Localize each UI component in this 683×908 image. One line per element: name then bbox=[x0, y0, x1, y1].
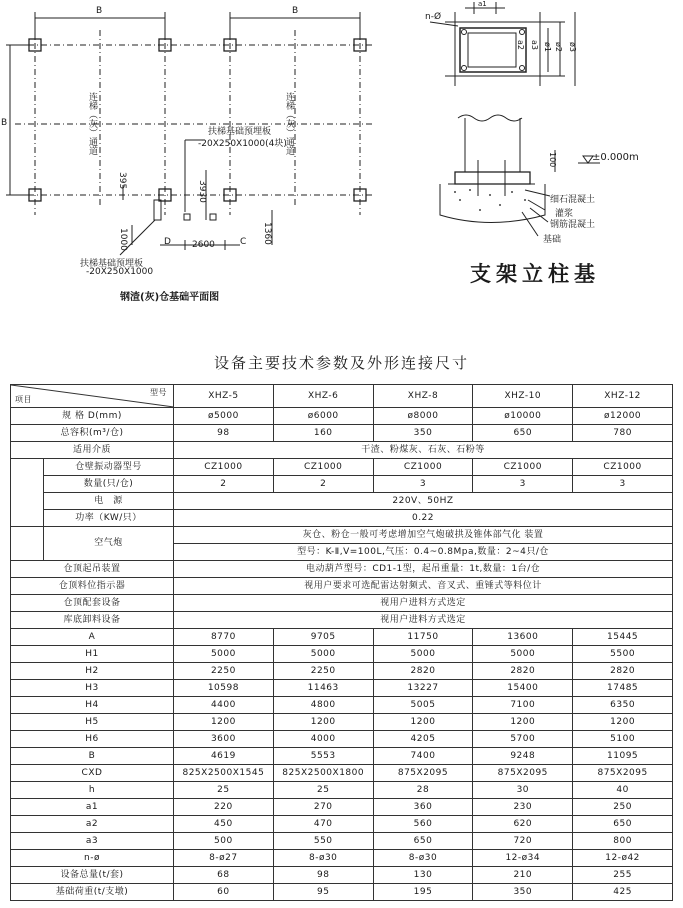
value-cell: 450 bbox=[174, 816, 274, 833]
row-label: 空气炮 bbox=[44, 527, 174, 561]
value-cell: 11750 bbox=[373, 629, 473, 646]
value-cell: 3 bbox=[573, 476, 673, 493]
value-cell: 470 bbox=[273, 816, 373, 833]
span-cell: 视用户进料方式选定 bbox=[174, 595, 673, 612]
table-row bbox=[11, 510, 673, 527]
span-cell: 0.22 bbox=[174, 510, 673, 527]
group-cell bbox=[11, 459, 44, 527]
value-cell: 5000 bbox=[273, 646, 373, 663]
value-cell: 2820 bbox=[473, 663, 573, 680]
table-row bbox=[11, 884, 673, 901]
value-cell: 4800 bbox=[273, 697, 373, 714]
row-label: B bbox=[11, 748, 174, 765]
value-cell: 270 bbox=[273, 799, 373, 816]
value-cell: 650 bbox=[473, 425, 573, 442]
dim-label: 3930 bbox=[197, 180, 207, 203]
header-model-label: 型号 bbox=[150, 388, 167, 397]
header-item-label: 项目 bbox=[15, 395, 32, 404]
value-cell: 60 bbox=[174, 884, 274, 901]
table-row bbox=[11, 799, 673, 816]
table-row bbox=[11, 595, 673, 612]
material-label: 基础 bbox=[543, 235, 562, 245]
value-cell: 98 bbox=[174, 425, 274, 442]
ladder-plate-label: 扶梯基础预埋板 bbox=[80, 259, 144, 269]
value-cell: 68 bbox=[174, 867, 274, 884]
row-label: 基础荷重(t/支墩) bbox=[11, 884, 174, 901]
value-cell: ø6000 bbox=[273, 408, 373, 425]
table-row bbox=[11, 527, 673, 544]
row-label: 库底卸料设备 bbox=[11, 612, 174, 629]
value-cell: 4400 bbox=[174, 697, 274, 714]
value-cell: 4205 bbox=[373, 731, 473, 748]
value-cell: 2250 bbox=[174, 663, 274, 680]
span-cell: 型号：K-Ⅱ,V=100L,气压：0.4~0.8Mpa,数量：2~4只/仓 bbox=[174, 544, 673, 561]
row-label: a1 bbox=[11, 799, 174, 816]
value-cell: 40 bbox=[573, 782, 673, 799]
row-label: n-ø bbox=[11, 850, 174, 867]
value-cell: 11463 bbox=[273, 680, 373, 697]
dim-d2: ø2 bbox=[554, 42, 563, 52]
value-cell: 5553 bbox=[273, 748, 373, 765]
value-cell: 800 bbox=[573, 833, 673, 850]
value-cell: 6350 bbox=[573, 697, 673, 714]
value-cell: 875X2095 bbox=[573, 765, 673, 782]
value-cell: 9248 bbox=[473, 748, 573, 765]
table-row bbox=[11, 493, 673, 510]
table-row bbox=[11, 425, 673, 442]
value-cell: 3 bbox=[473, 476, 573, 493]
value-cell: 7100 bbox=[473, 697, 573, 714]
row-label: H6 bbox=[11, 731, 174, 748]
value-cell: 425 bbox=[573, 884, 673, 901]
dim-d3: ø3 bbox=[568, 42, 577, 52]
value-cell: 5100 bbox=[573, 731, 673, 748]
material-label: 钢筋混凝土 bbox=[550, 220, 596, 230]
value-cell: 350 bbox=[473, 884, 573, 901]
value-cell: CZ1000 bbox=[573, 459, 673, 476]
value-cell: 12-ø34 bbox=[473, 850, 573, 867]
row-label: H4 bbox=[11, 697, 174, 714]
value-cell: ø8000 bbox=[373, 408, 473, 425]
foundation-plan-drawing bbox=[0, 0, 683, 300]
row-label: H2 bbox=[11, 663, 174, 680]
table-row bbox=[11, 646, 673, 663]
table-row bbox=[11, 714, 673, 731]
group-cell bbox=[11, 527, 44, 561]
ladder-plate-dim: -20X250X1000 bbox=[86, 267, 154, 277]
row-label: a2 bbox=[11, 816, 174, 833]
row-label: 规 格 D(mm) bbox=[11, 408, 174, 425]
value-cell: 500 bbox=[174, 833, 274, 850]
table-row bbox=[11, 408, 673, 425]
row-label: a3 bbox=[11, 833, 174, 850]
row-label: 总容积(m³/仓) bbox=[11, 425, 174, 442]
value-cell: 720 bbox=[473, 833, 573, 850]
value-cell: 825X2500X1800 bbox=[273, 765, 373, 782]
value-cell: 1200 bbox=[373, 714, 473, 731]
passage-label: 连梯（灰）通道 bbox=[284, 92, 294, 155]
model-header: XHZ-5 bbox=[174, 385, 274, 408]
span-cell: 220V、50HZ bbox=[174, 493, 673, 510]
row-label: 仓壁振动器型号 bbox=[44, 459, 174, 476]
row-label: 设备总量(t/套) bbox=[11, 867, 174, 884]
value-cell: 8-ø30 bbox=[373, 850, 473, 867]
table-row bbox=[11, 629, 673, 646]
row-label: 仓顶起吊装置 bbox=[11, 561, 174, 578]
value-cell: 2 bbox=[273, 476, 373, 493]
ladder-plate-dim: -20X250X1000(4块) bbox=[198, 139, 287, 149]
model-header: XHZ-10 bbox=[473, 385, 573, 408]
value-cell: 1200 bbox=[573, 714, 673, 731]
dim-a3: a3 bbox=[530, 40, 539, 50]
material-label: 细石混凝土 bbox=[550, 195, 596, 205]
value-cell: 5000 bbox=[473, 646, 573, 663]
table-row bbox=[11, 867, 673, 884]
dim-a1: a1 bbox=[478, 0, 487, 8]
row-label: H1 bbox=[11, 646, 174, 663]
value-cell: 15400 bbox=[473, 680, 573, 697]
value-cell: 9705 bbox=[273, 629, 373, 646]
value-cell: 7400 bbox=[373, 748, 473, 765]
header-diagonal-cell bbox=[11, 385, 174, 408]
table-row bbox=[11, 680, 673, 697]
plan-caption: 钢渣(灰)仓基础平面图 bbox=[120, 292, 220, 303]
value-cell: 230 bbox=[473, 799, 573, 816]
table-row bbox=[11, 748, 673, 765]
value-cell: 25 bbox=[174, 782, 274, 799]
value-cell: 350 bbox=[373, 425, 473, 442]
model-header: XHZ-6 bbox=[273, 385, 373, 408]
span-cell: 视用户进料方式选定 bbox=[174, 612, 673, 629]
value-cell: 825X2500X1545 bbox=[174, 765, 274, 782]
value-cell: 255 bbox=[573, 867, 673, 884]
spec-table bbox=[10, 384, 673, 901]
value-cell: 1200 bbox=[174, 714, 274, 731]
table-row bbox=[11, 663, 673, 680]
value-cell: 650 bbox=[373, 833, 473, 850]
value-cell: 250 bbox=[573, 799, 673, 816]
table-row bbox=[11, 833, 673, 850]
value-cell: 13227 bbox=[373, 680, 473, 697]
row-label: h bbox=[11, 782, 174, 799]
table-row bbox=[11, 476, 673, 493]
axis-letter-c: C bbox=[240, 237, 247, 247]
value-cell: 2250 bbox=[273, 663, 373, 680]
table-row bbox=[11, 612, 673, 629]
value-cell: 8-ø30 bbox=[273, 850, 373, 867]
row-label: 电 源 bbox=[44, 493, 174, 510]
value-cell: 12-ø42 bbox=[573, 850, 673, 867]
table-row bbox=[11, 782, 673, 799]
row-label: 适用介质 bbox=[11, 442, 174, 459]
table-row bbox=[11, 816, 673, 833]
value-cell: 160 bbox=[273, 425, 373, 442]
value-cell: 8770 bbox=[174, 629, 274, 646]
value-cell: 3 bbox=[373, 476, 473, 493]
table-title: 设备主要技术参数及外形连接尺寸 bbox=[213, 354, 469, 372]
value-cell: 95 bbox=[273, 884, 373, 901]
value-cell: 2820 bbox=[573, 663, 673, 680]
value-cell: 3600 bbox=[174, 731, 274, 748]
span-cell: 干渣、粉煤灰、石灰、石粉等 bbox=[174, 442, 673, 459]
value-cell: 1200 bbox=[473, 714, 573, 731]
value-cell: 550 bbox=[273, 833, 373, 850]
row-label: 仓顶料位指示器 bbox=[11, 578, 174, 595]
value-cell: 2820 bbox=[373, 663, 473, 680]
table-row bbox=[11, 442, 673, 459]
value-cell: ø12000 bbox=[573, 408, 673, 425]
dim-label: 395 bbox=[117, 172, 127, 190]
row-label: H5 bbox=[11, 714, 174, 731]
value-cell: 620 bbox=[473, 816, 573, 833]
value-cell: 17485 bbox=[573, 680, 673, 697]
header-diagonal bbox=[11, 385, 173, 407]
value-cell: 2 bbox=[174, 476, 274, 493]
model-header: XHZ-12 bbox=[573, 385, 673, 408]
value-cell: 1200 bbox=[273, 714, 373, 731]
value-cell: 5500 bbox=[573, 646, 673, 663]
table-row bbox=[11, 459, 673, 476]
passage-label: 连梯（灰）通道 bbox=[87, 92, 97, 155]
dim-h: 100 bbox=[548, 152, 557, 168]
value-cell: CZ1000 bbox=[473, 459, 573, 476]
dim-label: 1360 bbox=[262, 222, 272, 245]
row-label: 仓顶配套设备 bbox=[11, 595, 174, 612]
value-cell: 5000 bbox=[174, 646, 274, 663]
value-cell: 98 bbox=[273, 867, 373, 884]
value-cell: 10598 bbox=[174, 680, 274, 697]
row-label: CXD bbox=[11, 765, 174, 782]
value-cell: 8-ø27 bbox=[174, 850, 274, 867]
value-cell: 25 bbox=[273, 782, 373, 799]
span-cell: 灰仓、粉仓一般可考虑增加空气炮破拱及锥体部气化 装置 bbox=[174, 527, 673, 544]
span-cell: 电动葫芦型号：CD1-1型，起吊重量：1t,数量：1台/仓 bbox=[174, 561, 673, 578]
dim-b-label: B bbox=[292, 6, 299, 16]
value-cell: 360 bbox=[373, 799, 473, 816]
material-label: 灌浆 bbox=[555, 209, 574, 219]
dim-b-label: B bbox=[96, 6, 103, 16]
value-cell: 195 bbox=[373, 884, 473, 901]
value-cell: 13600 bbox=[473, 629, 573, 646]
value-cell: 15445 bbox=[573, 629, 673, 646]
value-cell: CZ1000 bbox=[174, 459, 274, 476]
value-cell: CZ1000 bbox=[373, 459, 473, 476]
value-cell: 5000 bbox=[373, 646, 473, 663]
value-cell: ø5000 bbox=[174, 408, 274, 425]
row-label: A bbox=[11, 629, 174, 646]
value-cell: 875X2095 bbox=[373, 765, 473, 782]
bolt-hole-label: n-Ø bbox=[425, 12, 442, 22]
table-row bbox=[11, 561, 673, 578]
dim-d1: ø1 bbox=[543, 42, 552, 52]
drawing-area bbox=[0, 0, 683, 303]
table-row bbox=[11, 765, 673, 782]
table-header-row bbox=[11, 385, 673, 408]
ladder-plate-label: 扶梯基础预埋板 bbox=[208, 127, 272, 137]
value-cell: 4619 bbox=[174, 748, 274, 765]
model-header: XHZ-8 bbox=[373, 385, 473, 408]
value-cell: 560 bbox=[373, 816, 473, 833]
value-cell: 5005 bbox=[373, 697, 473, 714]
value-cell: 28 bbox=[373, 782, 473, 799]
dim-label: 1000 bbox=[118, 228, 128, 251]
table-row bbox=[11, 731, 673, 748]
row-label: 数量(只/仓) bbox=[44, 476, 174, 493]
dim-label: 2600 bbox=[192, 240, 215, 250]
value-cell: 780 bbox=[573, 425, 673, 442]
value-cell: 650 bbox=[573, 816, 673, 833]
axis-letter-d: D bbox=[164, 237, 171, 247]
value-cell: 5700 bbox=[473, 731, 573, 748]
row-label: H3 bbox=[11, 680, 174, 697]
column-base-title: 支架立柱基 bbox=[470, 262, 600, 286]
table-row bbox=[11, 578, 673, 595]
table-row bbox=[11, 697, 673, 714]
value-cell: 875X2095 bbox=[473, 765, 573, 782]
value-cell: 11095 bbox=[573, 748, 673, 765]
span-cell: 视用户要求可选配雷达射频式、音叉式、重锤式等料位计 bbox=[174, 578, 673, 595]
value-cell: 130 bbox=[373, 867, 473, 884]
value-cell: 220 bbox=[174, 799, 274, 816]
value-cell: CZ1000 bbox=[273, 459, 373, 476]
table-row bbox=[11, 850, 673, 867]
value-cell: 210 bbox=[473, 867, 573, 884]
elevation-label: ±0.000m bbox=[592, 152, 639, 163]
dim-b-label: B bbox=[1, 118, 8, 128]
value-cell: 4000 bbox=[273, 731, 373, 748]
value-cell: 30 bbox=[473, 782, 573, 799]
value-cell: ø10000 bbox=[473, 408, 573, 425]
dim-a2: a2 bbox=[516, 40, 525, 50]
row-label: 功率（KW/只） bbox=[44, 510, 174, 527]
